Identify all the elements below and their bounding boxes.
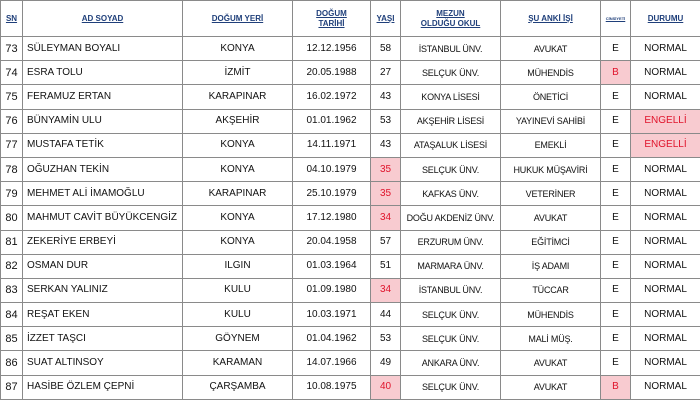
table-row <box>1 375 700 399</box>
cell-su-anki-isi: EĞİTİMCİ <box>501 230 601 254</box>
cell-mezun-okul: SELÇUK ÜNV. <box>401 303 501 327</box>
cell-dogum-yeri: KONYA <box>183 157 293 181</box>
cell-yasi: 34 <box>371 278 401 302</box>
cell-durumu: NORMAL <box>631 351 700 375</box>
cell-dogum-yeri: KARAPINAR <box>183 182 293 206</box>
cell-yasi: 35 <box>371 182 401 206</box>
cell-mezun-okul: İSTANBUL ÜNV. <box>401 37 501 61</box>
cell-su-anki-isi: TÜCCAR <box>501 278 601 302</box>
header-dogum-tarihi-line1: DOĞUM <box>316 8 347 18</box>
cell-sn: 75 <box>1 85 23 109</box>
cell-su-anki-isi: AVUKAT <box>501 206 601 230</box>
cell-yasi: 43 <box>371 133 401 157</box>
cell-ad-soyad: ZEKERİYE ERBEYİ <box>23 230 183 254</box>
cell-ad-soyad: BÜNYAMİN ULU <box>23 109 183 133</box>
cell-mezun-okul: ATAŞALUK LİSESİ <box>401 133 501 157</box>
cell-dogum-tarihi: 16.02.1972 <box>293 85 371 109</box>
header-mezun-okul-line2: OLDUĞU OKUL <box>420 18 481 28</box>
cell-durumu: NORMAL <box>631 37 700 61</box>
cell-mezun-okul: KAFKAS ÜNV. <box>401 182 501 206</box>
cell-durumu: NORMAL <box>631 327 700 351</box>
cell-yasi: 58 <box>371 37 401 61</box>
cell-mezun-okul: ERZURUM ÜNV. <box>401 230 501 254</box>
cell-su-anki-isi: MÜHENDİS <box>501 61 601 85</box>
cell-ad-soyad: MAHMUT CAVİT BÜYÜKCENGİZ <box>23 206 183 230</box>
cell-ad-soyad: İZZET TAŞCI <box>23 327 183 351</box>
table-row <box>1 157 700 181</box>
header-sn: SN <box>1 1 23 37</box>
cell-sn: 80 <box>1 206 23 230</box>
cell-sn: 76 <box>1 109 23 133</box>
cell-su-anki-isi: MALİ MÜŞ. <box>501 327 601 351</box>
cell-ad-soyad: REŞAT EKEN <box>23 303 183 327</box>
table-row <box>1 182 700 206</box>
table-row <box>1 85 700 109</box>
cell-sn: 77 <box>1 133 23 157</box>
cell-dogum-tarihi: 17.12.1980 <box>293 206 371 230</box>
cell-yasi: 53 <box>371 109 401 133</box>
cell-mezun-okul: SELÇUK ÜNV. <box>401 61 501 85</box>
cell-yasi: 49 <box>371 351 401 375</box>
cell-sn: 73 <box>1 37 23 61</box>
cell-su-anki-isi: YAYINEVİ SAHİBİ <box>501 109 601 133</box>
header-dogum-tarihi-line2: TARİHİ <box>318 18 345 28</box>
cell-dogum-yeri: KONYA <box>183 37 293 61</box>
cell-cinsiyeti: B <box>601 61 631 85</box>
cell-ad-soyad: SERKAN YALINIZ <box>23 278 183 302</box>
cell-cinsiyeti: E <box>601 254 631 278</box>
cell-cinsiyeti: B <box>601 375 631 399</box>
cell-mezun-okul: SELÇUK ÜNV. <box>401 157 501 181</box>
cell-sn: 83 <box>1 278 23 302</box>
cell-mezun-okul: SELÇUK ÜNV. <box>401 375 501 399</box>
table-row <box>1 278 700 302</box>
cell-cinsiyeti: E <box>601 109 631 133</box>
cell-yasi: 43 <box>371 85 401 109</box>
header-mezun-okul-line1: MEZUN <box>436 8 465 18</box>
cell-dogum-yeri: İZMİT <box>183 61 293 85</box>
cell-dogum-tarihi: 14.11.1971 <box>293 133 371 157</box>
cell-ad-soyad: MUSTAFA TETİK <box>23 133 183 157</box>
cell-mezun-okul: MARMARA ÜNV. <box>401 254 501 278</box>
cell-durumu: NORMAL <box>631 206 700 230</box>
cell-sn: 84 <box>1 303 23 327</box>
cell-dogum-yeri: KONYA <box>183 230 293 254</box>
table-row <box>1 206 700 230</box>
table-row <box>1 230 700 254</box>
cell-ad-soyad: SUAT ALTINSOY <box>23 351 183 375</box>
cell-durumu: ENGELLİ <box>631 133 700 157</box>
cell-dogum-tarihi: 04.10.1979 <box>293 157 371 181</box>
header-su-anki-isi: ŞU ANKİ İŞİ <box>501 1 601 37</box>
cell-dogum-yeri: ÇARŞAMBA <box>183 375 293 399</box>
cell-durumu: NORMAL <box>631 182 700 206</box>
cell-dogum-tarihi: 12.12.1956 <box>293 37 371 61</box>
cell-dogum-tarihi: 01.04.1962 <box>293 327 371 351</box>
cell-dogum-yeri: AKŞEHİR <box>183 109 293 133</box>
header-cinsiyeti: CİNSİYETİ <box>601 1 631 37</box>
cell-yasi: 27 <box>371 61 401 85</box>
cell-ad-soyad: MEHMET ALİ İMAMOĞLU <box>23 182 183 206</box>
cell-sn: 85 <box>1 327 23 351</box>
cell-ad-soyad: HASİBE ÖZLEM ÇEPNİ <box>23 375 183 399</box>
cell-su-anki-isi: VETERİNER <box>501 182 601 206</box>
cell-cinsiyeti: E <box>601 303 631 327</box>
cell-mezun-okul: SELÇUK ÜNV. <box>401 327 501 351</box>
table-row <box>1 351 700 375</box>
cell-sn: 86 <box>1 351 23 375</box>
cell-ad-soyad: SÜLEYMAN BOYALI <box>23 37 183 61</box>
cell-cinsiyeti: E <box>601 278 631 302</box>
cell-cinsiyeti: E <box>601 206 631 230</box>
cell-cinsiyeti: E <box>601 157 631 181</box>
cell-dogum-tarihi: 20.04.1958 <box>293 230 371 254</box>
header-dogum-tarihi <box>293 1 371 37</box>
header-ad-soyad: AD SOYAD <box>23 1 183 37</box>
cell-durumu: NORMAL <box>631 375 700 399</box>
cell-su-anki-isi: HUKUK MÜŞAVİRİ <box>501 157 601 181</box>
cell-durumu: NORMAL <box>631 61 700 85</box>
cell-su-anki-isi: AVUKAT <box>501 375 601 399</box>
cell-sn: 87 <box>1 375 23 399</box>
table-row <box>1 109 700 133</box>
cell-ad-soyad: OĞUZHAN TEKİN <box>23 157 183 181</box>
cell-yasi: 44 <box>371 303 401 327</box>
cell-su-anki-isi: EMEKLİ <box>501 133 601 157</box>
cell-yasi: 40 <box>371 375 401 399</box>
cell-durumu: NORMAL <box>631 230 700 254</box>
cell-dogum-yeri: KONYA <box>183 133 293 157</box>
cell-sn: 81 <box>1 230 23 254</box>
cell-dogum-tarihi: 01.01.1962 <box>293 109 371 133</box>
cell-durumu: NORMAL <box>631 278 700 302</box>
cell-cinsiyeti: E <box>601 133 631 157</box>
cell-durumu: ENGELLİ <box>631 109 700 133</box>
cell-cinsiyeti: E <box>601 230 631 254</box>
cell-yasi: 57 <box>371 230 401 254</box>
cell-sn: 79 <box>1 182 23 206</box>
cell-dogum-tarihi: 20.05.1988 <box>293 61 371 85</box>
cell-dogum-yeri: KONYA <box>183 206 293 230</box>
cell-cinsiyeti: E <box>601 351 631 375</box>
cell-cinsiyeti: E <box>601 85 631 109</box>
cell-mezun-okul: DOĞU AKDENİZ ÜNV. <box>401 206 501 230</box>
cell-su-anki-isi: MÜHENDİS <box>501 303 601 327</box>
cell-dogum-yeri: KARAMAN <box>183 351 293 375</box>
cell-cinsiyeti: E <box>601 182 631 206</box>
header-mezun-okul <box>401 1 501 37</box>
cell-dogum-yeri: KULU <box>183 303 293 327</box>
cell-cinsiyeti: E <box>601 327 631 351</box>
cell-dogum-tarihi: 10.08.1975 <box>293 375 371 399</box>
cell-su-anki-isi: İŞ ADAMI <box>501 254 601 278</box>
cell-mezun-okul: KONYA LİSESİ <box>401 85 501 109</box>
cell-ad-soyad: OSMAN DUR <box>23 254 183 278</box>
cell-dogum-yeri: KARAPINAR <box>183 85 293 109</box>
cell-cinsiyeti: E <box>601 37 631 61</box>
table-row <box>1 133 700 157</box>
cell-dogum-yeri: GÖYNEM <box>183 327 293 351</box>
cell-su-anki-isi: AVUKAT <box>501 351 601 375</box>
cell-dogum-tarihi: 10.03.1971 <box>293 303 371 327</box>
cell-mezun-okul: İSTANBUL ÜNV. <box>401 278 501 302</box>
header-dogum-yeri: DOĞUM YERİ <box>183 1 293 37</box>
cell-mezun-okul: ANKARA ÜNV. <box>401 351 501 375</box>
cell-dogum-yeri: KULU <box>183 278 293 302</box>
cell-sn: 74 <box>1 61 23 85</box>
cell-dogum-tarihi: 14.07.1966 <box>293 351 371 375</box>
cell-mezun-okul: AKŞEHİR LİSESİ <box>401 109 501 133</box>
table-row <box>1 37 700 61</box>
cell-yasi: 35 <box>371 157 401 181</box>
cell-sn: 82 <box>1 254 23 278</box>
cell-durumu: NORMAL <box>631 303 700 327</box>
cell-durumu: NORMAL <box>631 85 700 109</box>
cell-dogum-tarihi: 25.10.1979 <box>293 182 371 206</box>
header-row <box>1 1 700 37</box>
table-body <box>1 37 700 400</box>
header-durumu: DURUMU <box>631 1 700 37</box>
cell-yasi: 51 <box>371 254 401 278</box>
cell-durumu: NORMAL <box>631 254 700 278</box>
cell-dogum-tarihi: 01.09.1980 <box>293 278 371 302</box>
cell-yasi: 34 <box>371 206 401 230</box>
table-row <box>1 254 700 278</box>
table-row <box>1 61 700 85</box>
table-row <box>1 327 700 351</box>
cell-ad-soyad: ESRA TOLU <box>23 61 183 85</box>
cell-dogum-tarihi: 01.03.1964 <box>293 254 371 278</box>
header-yasi: YAŞI <box>371 1 401 37</box>
cell-su-anki-isi: AVUKAT <box>501 37 601 61</box>
table-row <box>1 303 700 327</box>
cell-dogum-yeri: ILGIN <box>183 254 293 278</box>
cell-su-anki-isi: ÖNETİCİ <box>501 85 601 109</box>
cell-ad-soyad: FERAMUZ ERTAN <box>23 85 183 109</box>
cell-sn: 78 <box>1 157 23 181</box>
cell-yasi: 53 <box>371 327 401 351</box>
cell-durumu: NORMAL <box>631 157 700 181</box>
